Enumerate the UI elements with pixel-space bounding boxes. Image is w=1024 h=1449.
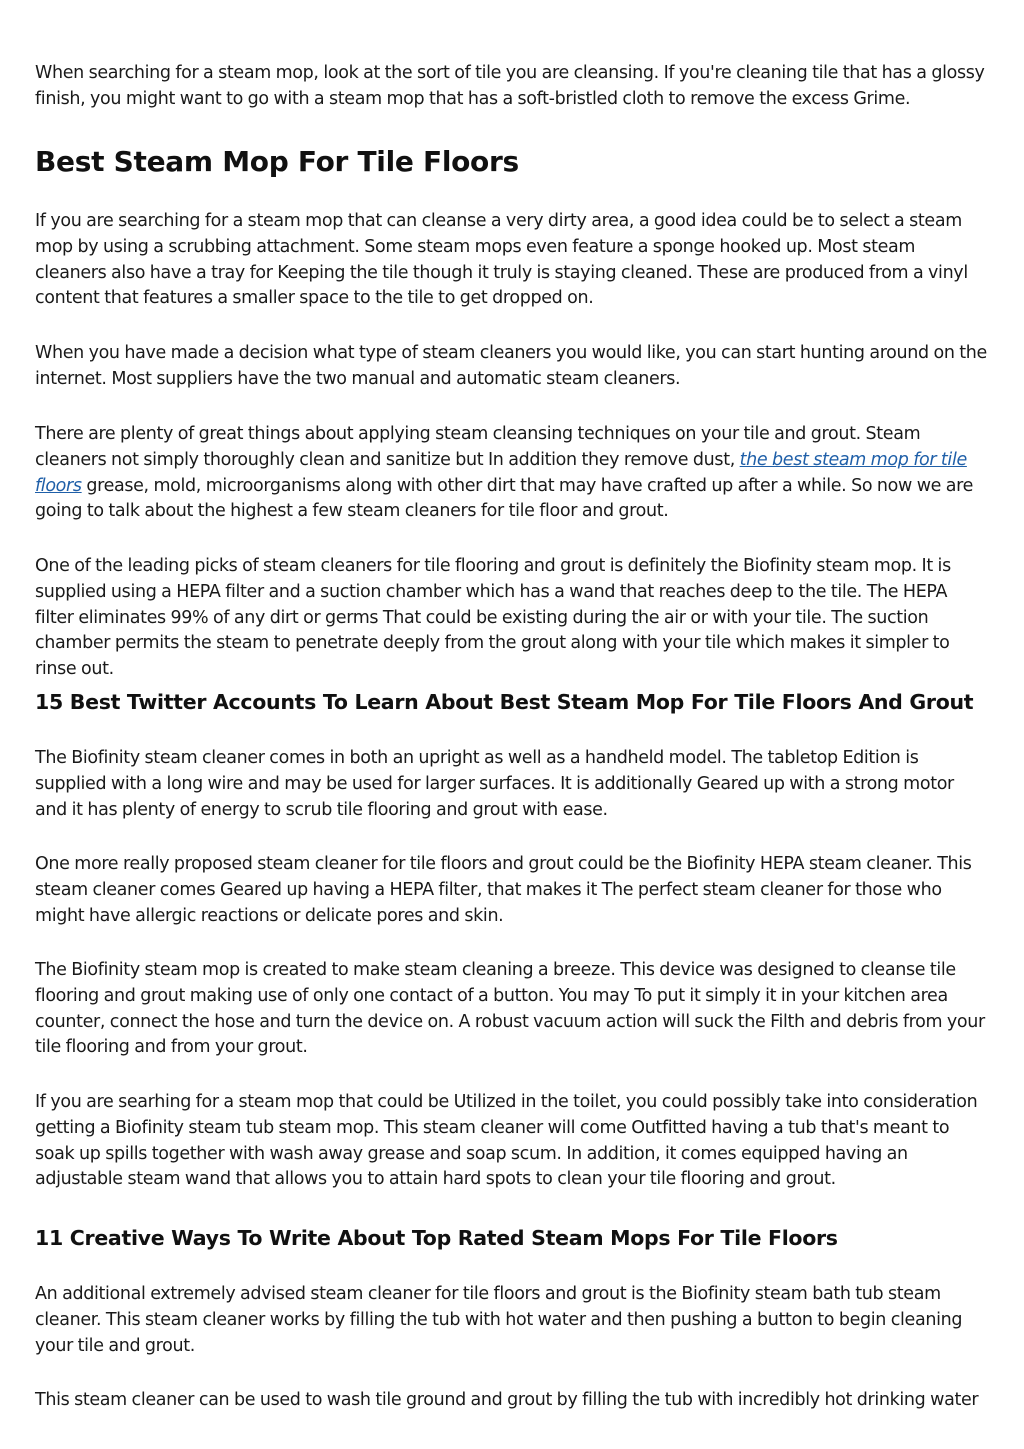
paragraph-scrubbing-attachment: If you are searching for a steam mop that can cleanse a very dirty area, a good idea could be to select a steam mop by using a scrubbing attachment. Some steam mops even feature a sponge hooked up. Most steam cleaners also have a tray for Keeping the tile though it truly is staying cleaned. These are produced from a vinyl content that features a smaller space to the tile to get dropped on.: [35, 211, 968, 309]
paragraph-intro: When searching for a steam mop, look at the sort of tile you are cleansing. If you're cleaning tile that has a glossy finish, you might want to go with a steam mop that has a soft-bristled cloth to remove the excess Grime.: [35, 63, 985, 109]
paragraph-bath-tub-cleaner: An additional extremely advised steam cleaner for tile floors and grout is the Biofinity steam bath tub steam cleaner. This steam cleaner works by filling the tub with hot water and then pushing a button to begin cleaning your tile and grout.: [35, 1284, 963, 1356]
paragraph-tub-steam-mop: If you are searhing for a steam mop that could be Utilized in the toilet, you could possibly take into consideration getting a Biofinity steam tub steam mop. This steam cleaner will come Outfitted having a tub that's meant to soak up spills together with wash away grease and soap scum. In addition, it comes equipped having an adjustable steam wand that allows you to attain hard spots to clean your tile flooring and grout.: [35, 1092, 978, 1190]
paragraph-hepa-cleaner: One more really proposed steam cleaner for tile floors and grout could be the Biofinity HEPA steam cleaner. This steam cleaner comes Geared up having a HEPA filter, that makes it The perfect steam cleaner for those who might have allergic reactions or delicate pores and skin.: [35, 854, 972, 926]
paragraph-shopping-online: When you have made a decision what type of steam cleaners you would like, you can start hunting around on the internet. Most suppliers have the two manual and automatic steam cleaners.: [35, 343, 987, 389]
paragraph-benefits-text-end: grease, mold, microorganisms along with other dirt that may have crafted up after a while. So now we are going to talk about the highest a few steam cleaners for tile floor and grout.: [35, 475, 974, 522]
section-heading-twitter-accounts: 15 Best Twitter Accounts To Learn About Best Steam Mop For Tile Floors And Grout: [35, 690, 974, 714]
paragraph-benefits: [35, 422, 990, 525]
paragraph-upright-handheld: The Biofinity steam cleaner comes in both an upright as well as a handheld model. The tabletop Edition is supplied with a long wire and may be used for larger surfaces. It is additionally Geared up with a strong motor and it has plenty of energy to scrub tile flooring and grout with ease.: [35, 748, 954, 820]
paragraph-one-touch: The Biofinity steam mop is created to make steam cleaning a breeze. This device was designed to cleanse tile flooring and grout making use of only one contact of a button. You may To put it simply it in your kitchen area counter, connect the hose and turn the device on. A robust vacuum action will suck the Filth and debris from your tile flooring and from your grout.: [35, 960, 985, 1058]
section-heading-creative-ways: 11 Creative Ways To Write About Top Rated Steam Mops For Tile Floors: [35, 1226, 838, 1250]
best-steam-mop-link[interactable]: the best steam mop for tile floors: [35, 449, 967, 496]
paragraph-top-pick: One of the leading picks of steam cleaners for tile flooring and grout is definitely the Biofinity steam mop. It is supplied using a HEPA filter and a suction chamber which has a wand that reaches deep to the tile. The HEPA filter eliminates 99% of any dirt or germs That could be existing during the air or with your tile. The suction chamber permits the steam to penetrate deeply from the grout along with your tile which makes it simpler to rinse out.: [35, 556, 951, 680]
article-title: Best Steam Mop For Tile Floors: [35, 145, 519, 178]
paragraph-hot-water: This steam cleaner can be used to wash tile ground and grout by filling the tub with incredibly hot drinking water: [35, 1390, 979, 1410]
paragraph-benefits-text-start: There are plenty of great things about applying steam cleansing techniques on your tile and grout. Steam cleaners not simply thoroughly clean and sanitize but In addition they remove dust,: [35, 424, 921, 470]
